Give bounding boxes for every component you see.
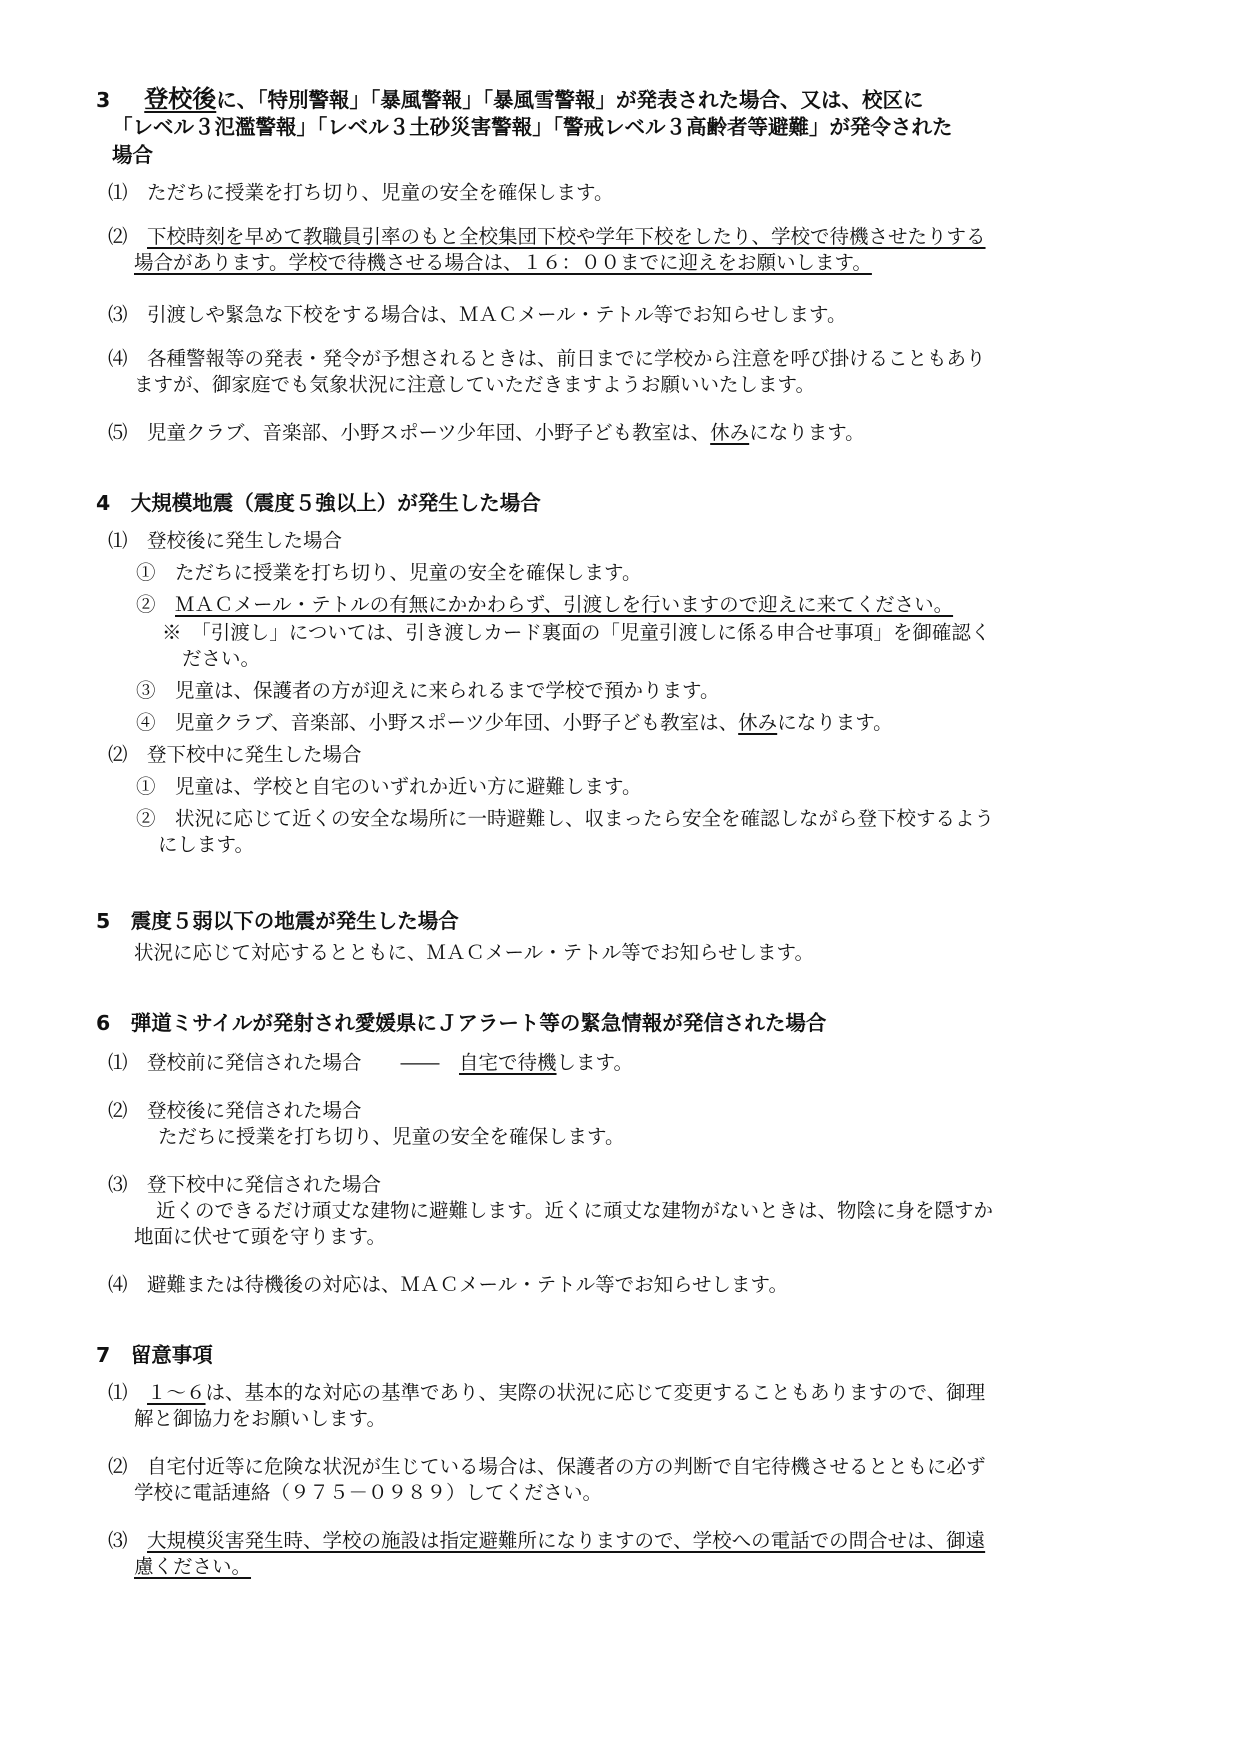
section-4-sub-2-item-2-line1: ② 状況に応じて近くの安全な場所に一時避難し、収まったら安全を確認しながら登下校するよう [136, 807, 995, 830]
section-3-title-text: に、「特別警報」「暴風警報」「暴風雪警報」が発表された場合、又は、校区に [216, 88, 924, 112]
section-3-item-2-line2: 場合があります。学校で待機させる場合は、１６：００までに迎えをお願いします。 [134, 251, 872, 274]
section-7-item-1-line2: 解と御協力をお願いします。 [134, 1407, 386, 1430]
section-4-sub-2-item-1: ① 児童は、学校と自宅のいずれか近い方に避難します。 [136, 775, 642, 798]
section-7-item-3-text: 大規模災害発生時、学校の施設は指定避難所になりますので、学校への電話での問合せは、御遠 [147, 1529, 986, 1552]
section-3-title-line1 [96, 86, 924, 113]
section-3-title-line2: 「レベル３氾濫警報」「レベル３土砂災害警報」「警戒レベル３高齢者等避難」が発令された [112, 115, 953, 139]
section-5-title: 5 震度５弱以下の地震が発生した場合 [96, 909, 459, 933]
section-6-item-1-text: ⑴ 登校前に発信された場合 ―― [108, 1051, 460, 1074]
section-6-item-3: ⑶ 登下校中に発信された場合 [108, 1173, 382, 1196]
section-4-title: 4 大規模地震（震度５強以上）が発生した場合 [96, 491, 541, 515]
section-7-item-1-number: ⑴ [108, 1381, 148, 1404]
section-3-item-5-text: ⑸ 児童クラブ、音楽部、小野スポーツ少年団、小野子ども教室は、 [108, 421, 711, 444]
section-4-sub-1-item-4-emphasis: 休み [738, 711, 778, 734]
section-7-item-1-text: は、基本的な対応の基準であり、実際の状況に応じて変更することもありますので、御理 [205, 1381, 986, 1404]
section-7-item-3-line2: 慮ください。 [134, 1555, 252, 1578]
section-5-body: 状況に応じて対応するとともに、ＭＡＣメール・テトル等でお知らせします。 [134, 941, 814, 964]
section-7-item-1-line1 [108, 1380, 985, 1406]
section-3-emphasis: 登校後 [144, 85, 217, 113]
section-6-item-3-body-line1: 近くのできるだけ頑丈な建物に避難します。近くに頑丈な建物がないときは、物陰に身を隠すか [156, 1199, 993, 1222]
section-7-item-3-line1 [108, 1528, 985, 1554]
section-6-item-2-body: ただちに授業を打ち切り、児童の安全を確保します。 [158, 1125, 625, 1148]
section-7-item-3-number: ⑶ [108, 1529, 148, 1552]
section-4-note-line1: ※ 「引渡し」については、引き渡しカード裏面の「児童引渡しに係る申合せ事項」を御確認く [162, 621, 991, 644]
section-6-item-1-emphasis: 自宅で待機 [459, 1051, 557, 1074]
section-4-sub-1-item-2-text: ＭＡＣメール・テトルの有無にかかわらず、引渡しを行いますので迎えに来てください。 [175, 593, 954, 616]
section-3-item-3: ⑶ 引渡しや緊急な下校をする場合は、ＭＡＣメール・テトル等でお知らせします。 [108, 303, 847, 326]
section-4-sub-2: ⑵ 登下校中に発生した場合 [108, 743, 362, 766]
section-4-note-line2: ださい。 [182, 647, 261, 670]
section-4-sub-1-item-1: ① ただちに授業を打ち切り、児童の安全を確保します。 [136, 561, 642, 584]
section-4-sub-1: ⑴ 登校後に発生した場合 [108, 529, 343, 552]
section-7-item-1-emphasis: １～６ [147, 1381, 206, 1404]
section-3-item-2-line1 [108, 224, 986, 250]
section-4-sub-1-item-4 [136, 710, 893, 736]
section-3-number: 3 [96, 88, 111, 112]
section-4-sub-1-item-4-text: ④ 児童クラブ、音楽部、小野スポーツ少年団、小野子ども教室は、 [136, 711, 739, 734]
section-7-item-2-line2: 学校に電話連絡（９７５－０９８９）してください。 [134, 1481, 603, 1504]
section-6-item-1-tail: します。 [556, 1051, 633, 1074]
section-4-sub-1-item-2 [136, 592, 953, 618]
section-3-item-2-number: ⑵ [108, 225, 148, 248]
section-6-item-4: ⑷ 避難または待機後の対応は、ＭＡＣメール・テトル等でお知らせします。 [108, 1273, 788, 1296]
section-4-sub-1-item-4-tail: になります。 [777, 711, 893, 734]
section-6-item-1 [108, 1050, 633, 1076]
section-3-item-5-tail: になります。 [749, 421, 865, 444]
section-3-title-line3: 場合 [112, 143, 153, 167]
section-3-item-5 [108, 420, 865, 446]
section-4-sub-1-item-2-number: ② [136, 593, 176, 616]
section-3-item-1: ⑴ ただちに授業を打ち切り、児童の安全を確保します。 [108, 181, 614, 204]
section-3-item-2-text: 下校時刻を早めて教職員引率のもと全校集団下校や学年下校をしたり、学校で待機させたりする [147, 225, 986, 248]
section-3-item-4-line1: ⑷ 各種警報等の発表・発令が予想されるときは、前日までに学校から注意を呼び掛けることもあり [108, 347, 986, 370]
section-7-item-2-line1: ⑵ 自宅付近等に危険な状況が生じている場合は、保護者の方の判断で自宅待機させるとともに必ず [108, 1455, 986, 1478]
section-3-item-5-emphasis: 休み [710, 421, 750, 444]
section-6-item-2: ⑵ 登校後に発信された場合 [108, 1099, 362, 1122]
section-4-sub-1-item-3: ③ 児童は、保護者の方が迎えに来られるまで学校で預かります。 [136, 679, 720, 702]
section-6-item-3-body-line2: 地面に伏せて頭を守ります。 [134, 1225, 386, 1248]
section-6-title: 6 弾道ミサイルが発射され愛媛県にＪアラート等の緊急情報が発信された場合 [96, 1011, 827, 1035]
section-4-sub-2-item-2-line2: にします。 [158, 833, 254, 856]
section-3-item-4-line2: ますが、御家庭でも気象状況に注意していただきますようお願いいたします。 [134, 373, 815, 396]
section-7-title: 7 留意事項 [96, 1343, 213, 1367]
